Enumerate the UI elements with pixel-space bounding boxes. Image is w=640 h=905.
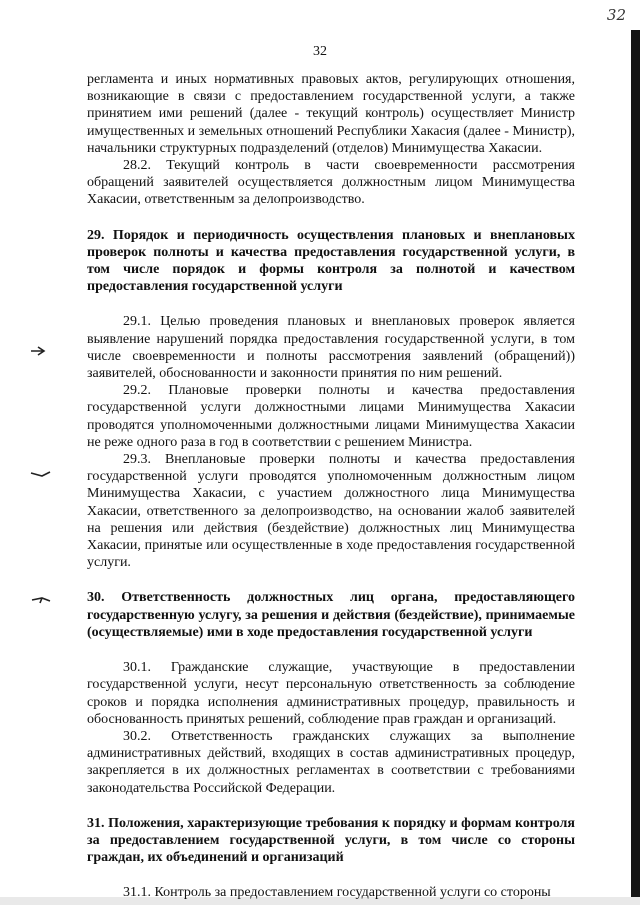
paragraph: 31.1. Контроль за предоставлением государственной услуги со стороны: [123, 885, 551, 901]
margin-mark: [30, 470, 52, 480]
paragraph: регламента и иных нормативных правовых актов, регулирующих отношения, возникающие в связи с предоставлением государственной услуги, а также принятием ими решений (далее - текущий контроль) осуществляет Министр имущественных и земельных отношений Республики Хакасия (далее - Министр), начальники структурных подразделений (отделов) Минимущества Хакасии.: [87, 72, 575, 156]
section-heading: 29. Порядок и периодичность осуществления плановых и внеплановых проверок полноты и качества предоставления государственной услуги, в том числе порядок и формы контроля за полнотой и качеством предоставления государственной услуги: [87, 227, 575, 295]
section-heading: 31. Положения, характеризующие требования к порядку и формам контроля за предоставлением государственной услуги, в том числе со стороны граждан, их объединений и организаций: [87, 815, 575, 866]
margin-mark: [30, 594, 52, 604]
page-number: 32: [313, 44, 327, 59]
paragraph: 29.3. Внеплановые проверки полноты и качества предоставления государственной услуги проводятся уполномоченным должностным лицом Минимущества Хакасии, с участием должностного лица Минимущества Хакасии, ответственного за делопроизводство, на основании жалоб заявителей на решения или действия (бездействие) должностных лиц Минимущества Хакасии, принятые или осуществленные в ходе предоставления государственной услуги.: [87, 452, 575, 571]
paragraph: 30.2. Ответственность гражданских служащих за выполнение административных действий, входящих в состав административных процедур, закрепляется в их должностных регламентах в соответствии с требованиями законодательства Российской Федерации.: [87, 728, 575, 796]
paragraph: 29.2. Плановые проверки полноты и качества предоставления государственной услуги должностными лицами Минимущества Хакасии проводятся уполномоченными должностными лицами Минимущества Хакасии не реже одного раза в год в соответствии с решением Министра.: [87, 383, 575, 450]
document-body: [87, 71, 575, 902]
scan-edge-bar: [631, 30, 640, 902]
margin-mark: [30, 346, 52, 356]
paragraph: 29.1. Целью проведения плановых и внеплановых проверок является выявление нарушений порядка предоставления государственной услуги, в том числе своевременности и полноты рассмотрения заявлений (обращений)) заявителей, обоснованности и законности принятия по ним решений.: [87, 314, 575, 382]
paragraph: 28.2. Текущий контроль в части своевременности рассмотрения обращений заявителей осуществляется должностным лицом Минимущества Хакасии, ответственным за делопроизводство.: [87, 158, 575, 208]
section-heading: 30. Ответственность должностных лиц органа, предоставляющего государственную услугу, за решения и действия (бездействие), принимаемые (осуществляемые) ими в ходе предоставления государственной услуги: [87, 590, 575, 640]
handwritten-page-number: 32: [606, 6, 626, 24]
paragraph: 30.1. Гражданские служащие, участвующие в предоставлении государственной услуги, несут персональную ответственность за соблюдение сроков и порядка исполнения административных процедур, правильность и обоснованность принятых решений, соблюдение прав граждан и организаций.: [87, 660, 575, 727]
